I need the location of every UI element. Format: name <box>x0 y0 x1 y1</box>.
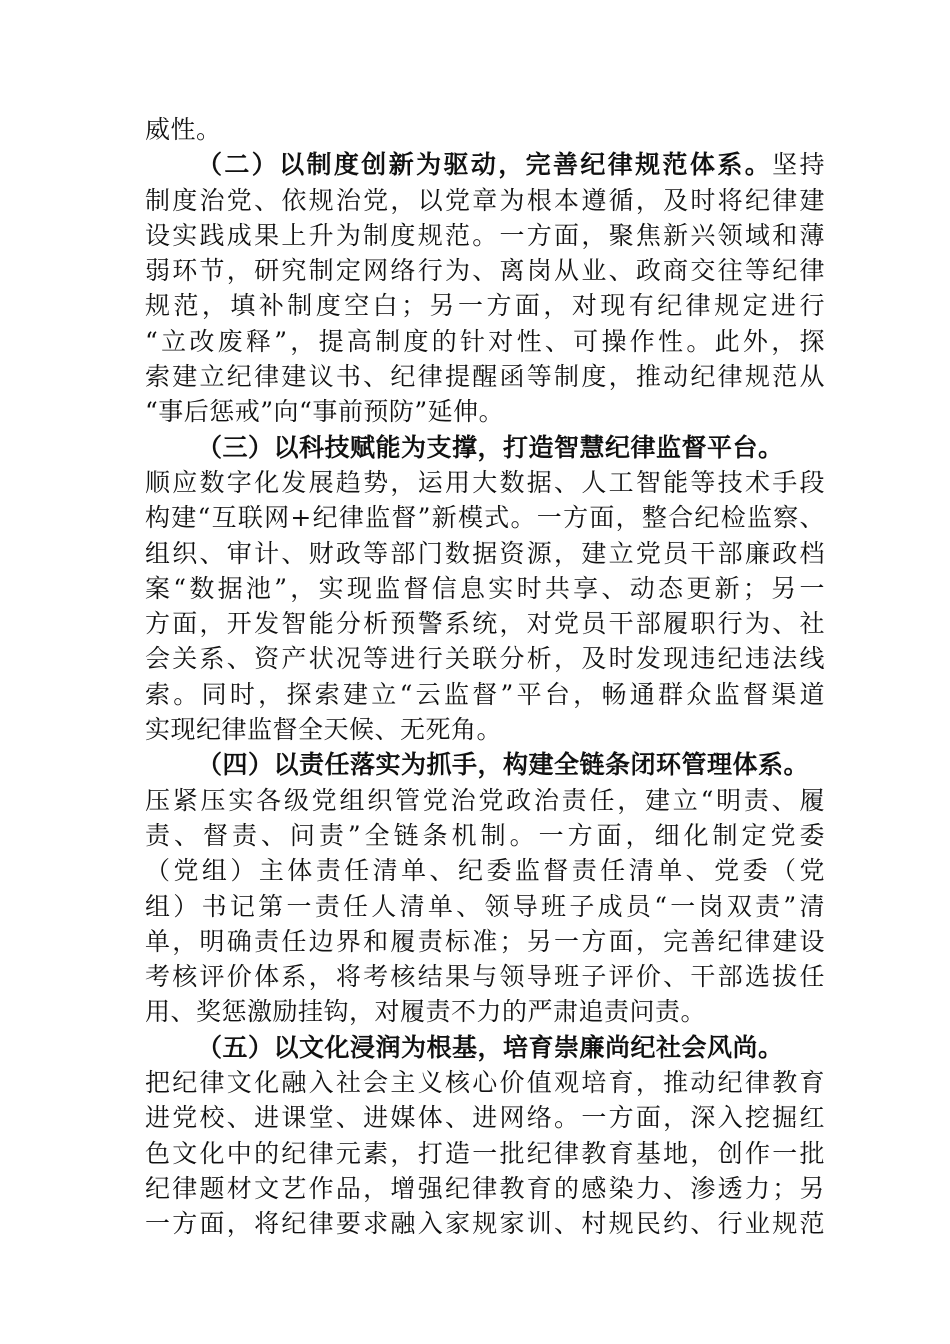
text-line: 索。同时，探索建立“云监督”平台，畅通群众监督渠道 <box>145 679 825 709</box>
text-line: 把纪律文化融入社会主义核心价值观培育，推动纪律教育 <box>145 1068 825 1098</box>
text-line: 色文化中的纪律元素，打造一批纪律教育基地，创作一批 <box>145 1138 825 1168</box>
text-line: “立改废释”，提高制度的针对性、可操作性。此外，探 <box>145 326 825 356</box>
document-page <box>145 112 825 1242</box>
text-line: 组）书记第一责任人清单、领导班子成员“一岗双责”清 <box>145 891 825 921</box>
text-line: “事后惩戒”向“事前预防”延伸。 <box>145 397 505 427</box>
text-run: 坚持 <box>772 150 825 180</box>
text-line: 会关系、资产状况等进行关联分析，及时发现违纪违法线 <box>145 644 825 674</box>
text-line: 索建立纪律建议书、纪律提醒函等制度，推动纪律规范从 <box>145 362 825 392</box>
text-line: （三）以科技赋能为支撑，打造智慧纪律监督平台。 <box>197 432 784 462</box>
text-line: 单，明确责任边界和履责标准；另一方面，完善纪律建设 <box>145 926 825 956</box>
text-line: 纪律题材文艺作品，增强纪律教育的感染力、渗透力；另 <box>145 1173 825 1203</box>
text-line: （四）以责任落实为抓手，构建全链条闭环管理体系。 <box>197 750 810 780</box>
text-line: 弱环节，研究制定网络行为、离岗从业、政商交往等纪律 <box>145 256 825 286</box>
text-line: 构建“互联网+纪律监督”新模式。一方面，整合纪检监察、 <box>145 503 825 533</box>
text-line: （五）以文化浸润为根基，培育崇廉尚纪社会风尚。 <box>197 1032 784 1062</box>
text-line: 一方面，将纪律要求融入家规家训、村规民约、行业规范 <box>145 1209 825 1239</box>
text-line: 考核评价体系，将考核结果与领导班子评价、干部选拔任 <box>145 962 825 992</box>
text-line: 规范，填补制度空白；另一方面，对现有纪律规定进行 <box>145 291 825 321</box>
text-line <box>145 147 825 182</box>
section-heading: （二）以制度创新为驱动，完善纪律规范体系。 <box>197 150 773 180</box>
text-line: 压紧压实各级党组织管党治党政治责任，建立“明责、履 <box>145 785 825 815</box>
text-line: 进党校、进课堂、进媒体、进网络。一方面，深入挖掘红 <box>145 1103 825 1133</box>
text-line: 案“数据池”，实现监督信息实时共享、动态更新；另一 <box>145 573 825 603</box>
text-line: 威性。 <box>145 115 222 144</box>
text-line: 设实践成果上升为制度规范。一方面，聚焦新兴领域和薄 <box>145 220 825 250</box>
text-line: 方面，开发智能分析预警系统，对党员干部履职行为、社 <box>145 609 825 639</box>
text-line: （党组）主体责任清单、纪委监督责任清单、党委（党 <box>145 856 825 886</box>
text-line: 责、督责、问责”全链条机制。一方面，细化制定党委 <box>145 820 825 850</box>
text-line: 组织、审计、财政等部门数据资源，建立党员干部廉政档 <box>145 538 825 568</box>
text-line: 用、奖惩激励挂钩，对履责不力的严肃追责问责。 <box>145 997 707 1027</box>
text-line: 实现纪律监督全天候、无死角。 <box>145 715 503 745</box>
text-line: 顺应数字化发展趋势，运用大数据、人工智能等技术手段 <box>145 467 825 497</box>
text-line: 制度治党、依规治党，以党章为根本遵循，及时将纪律建 <box>145 185 825 215</box>
